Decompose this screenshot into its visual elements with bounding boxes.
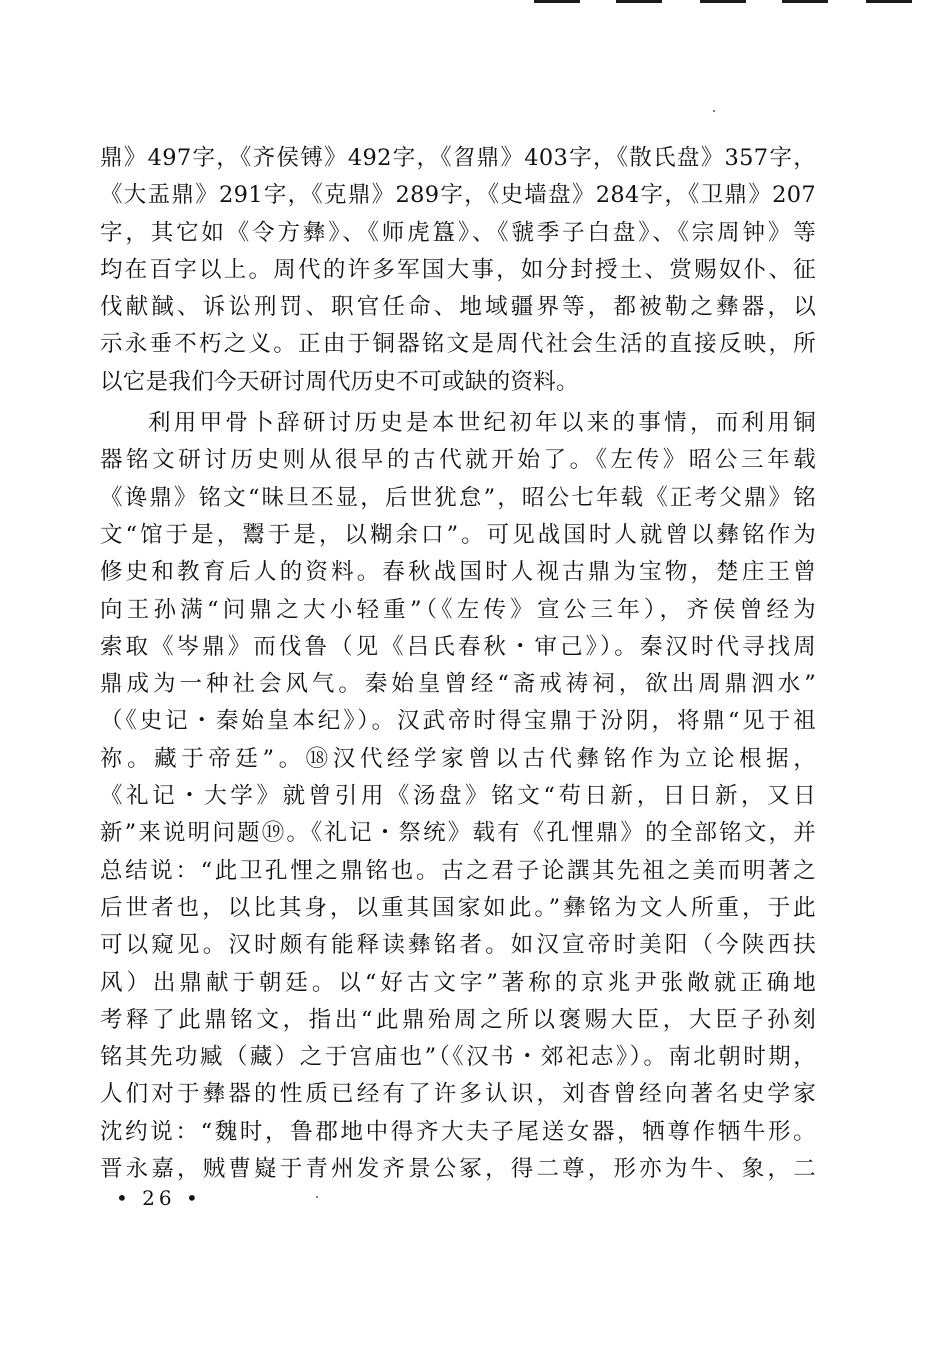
text-line: 总结说：“此卫孔悝之鼎铭也。古之君子论譔其先祖之美而明著之 <box>100 857 816 884</box>
text-line: 考释了此鼎铭文，指出“此鼎殆周之所以褒赐大臣，大臣子孙刻 <box>100 1006 816 1033</box>
scan-edge-mark-3 <box>700 0 746 3</box>
text-line: 晋永嘉，贼曹嶷于青州发齐景公冢，得二尊，形亦为牛、象，二 <box>100 1156 816 1183</box>
page-number: • 26 • <box>116 1186 202 1210</box>
text-line: 人们对于彝器的性质已经有了许多认识，刘杳曾经向著名史学家 <box>100 1081 816 1108</box>
text-line: 鼎》497字，《齐侯镈》492字，《曶鼎》403字，《散氏盘》357字， <box>100 145 816 171</box>
text-line: 索取《岑鼎》而伐鲁（见《吕氏春秋・审己》）。秦汉时代寻找周 <box>100 633 816 660</box>
scan-edge-mark-5 <box>866 0 912 3</box>
text-line: 《礼记・大学》就曾引用《汤盘》铭文“苟日新，日日新，又日 <box>100 783 816 810</box>
text-line: 字，其它如《令方彝》、《师虎簋》、《虢季子白盘》、《宗周钟》等 <box>100 219 816 246</box>
text-line: 可以窥见。汉时颇有能释读彝铭者。如汉宣帝时美阳（今陕西扶 <box>100 932 816 959</box>
scan-edge-mark-1 <box>534 0 580 3</box>
scan-edge-mark-2 <box>616 0 662 3</box>
text-line: 以它是我们今天研讨周代历史不可或缺的资料。 <box>100 368 579 395</box>
text-line: 后世者也，以比其身，以重其国家如此。”彝铭为文人所重，于此 <box>100 894 816 921</box>
text-line: 伐献馘、诉讼刑罚、职官任命、地域疆界等，都被勒之彝器，以 <box>100 294 816 321</box>
scan-speck <box>316 1196 318 1198</box>
text-line: 器铭文研讨历史则从很早的古代就开始了。《左传》昭公三年载 <box>100 447 816 474</box>
scan-speck <box>713 110 715 112</box>
text-line: 铭其先功臧（藏）之于宫庙也”（《汉书・郊祀志》）。南北朝时期， <box>100 1044 816 1071</box>
paragraph <box>100 140 816 401</box>
text-line: 《大盂鼎》291字，《克鼎》289字，《史墙盘》284字，《卫鼎》207 <box>100 182 816 209</box>
text-line: 沈约说：“魏时，鲁郡地中得齐大夫子尾送女器，牺尊作牺牛形。 <box>100 1118 816 1145</box>
paragraph <box>100 405 816 1188</box>
scan-edge-mark-4 <box>782 0 828 3</box>
text-line: 《谗鼎》铭文“昧旦丕显，后世犹怠”，昭公七年载《正考父鼎》铭 <box>100 484 816 511</box>
text-line: 祢。藏于帝廷”。⑱汉代经学家曾以古代彝铭作为立论根据， <box>100 745 816 772</box>
text-line: 鼎成为一种社会风气。秦始皇曾经“斋戒祷祠，欲出周鼎泗水” <box>100 671 816 698</box>
body-text <box>100 140 816 1188</box>
text-line: 新”来说明问题⑲。《礼记・祭统》载有《孔悝鼎》的全部铭文，并 <box>100 820 816 847</box>
text-line: 向王孙满“问鼎之大小轻重”（《左传》宣公三年），齐侯曾经为 <box>100 596 816 623</box>
text-line: 风）出鼎献于朝廷。以“好古文字”著称的京兆尹张敞就正确地 <box>100 969 816 996</box>
text-line: 示永垂不朽之义。正由于铜器铭文是周代社会生活的直接反映，所 <box>100 331 816 358</box>
text-line: 文“馆于是，鬻于是，以糊余口”。可见战国时人就曾以彝铭作为 <box>100 521 816 548</box>
text-line: 利用甲骨卜辞研讨历史是本世纪初年以来的事情，而利用铜 <box>148 410 816 437</box>
text-line: 修史和教育后人的资料。春秋战国时人视古鼎为宝物，楚庄王曾 <box>100 559 816 586</box>
text-line: 均在百字以上。周代的许多军国大事，如分封授土、赏赐奴仆、征 <box>100 256 816 283</box>
text-line: （《史记・秦始皇本纪》）。汉武帝时得宝鼎于汾阴，将鼎“见于祖 <box>100 708 816 735</box>
